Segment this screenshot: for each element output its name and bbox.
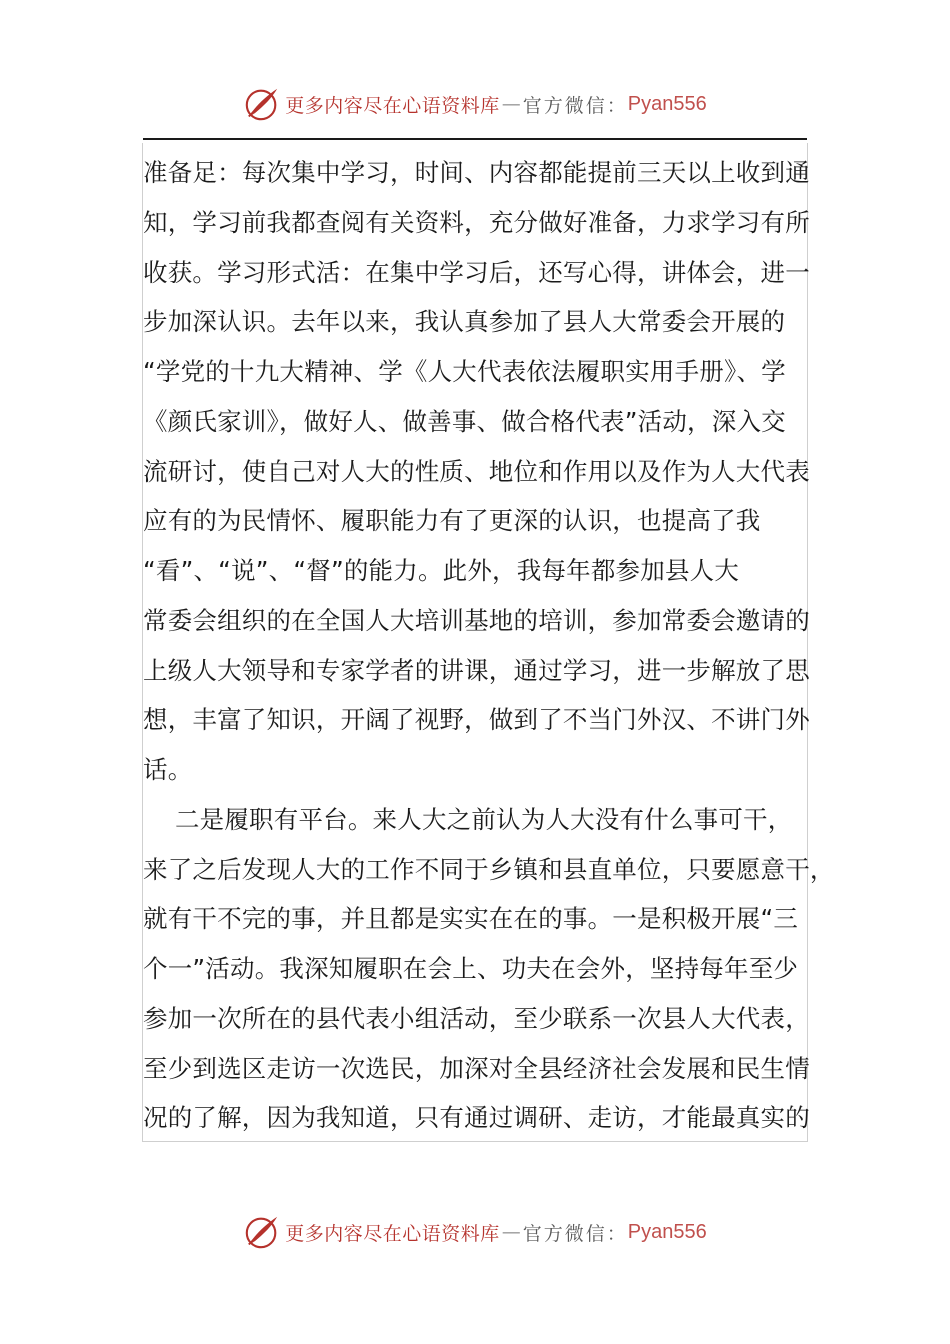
text-line: 准备足：每次集中学习，时间、内容都能提前三天以上收到通 [143, 158, 810, 187]
text-line: 话。 [143, 755, 193, 784]
footer-banner [0, 1212, 950, 1252]
text-line: 步加深认识。去年以来，我认真参加了县人大常委会开展的 [143, 307, 786, 337]
text-line: 参加一次所在的县代表小组活动，至少联系一次县人大代表， [143, 1003, 810, 1033]
text-line: 上级人大领导和专家学者的讲课，通过学习，进一步解放了思 [143, 655, 810, 685]
quill-logo-icon [243, 1213, 281, 1251]
text-line: 来了之后发现人大的工作不同于乡镇和县直单位，只要愿意干， [143, 854, 835, 884]
quill-logo-icon [243, 85, 281, 123]
header-wechat-label: 官方微信： [522, 94, 628, 117]
footer-promo-text: 更多内容尽在心语资料库 [285, 1222, 500, 1245]
text-line: 至少到选区走访一次选民，加深对全县经济社会发展和民生情 [143, 1053, 810, 1083]
header-dash: — [501, 93, 521, 115]
text-line: “学党的十九大精神、学《人大代表依法履职实用手册》、学 [143, 357, 786, 386]
footer-wechat-label: 官方微信： [522, 1222, 628, 1245]
header-rule [143, 138, 807, 140]
header-promo-text: 更多内容尽在心语资料库 [285, 94, 500, 117]
header-banner [0, 84, 950, 124]
footer-wechat-id: Pyan556 [627, 1220, 707, 1243]
text-line: 收获。学习形式活：在集中学习后，还写心得，讲体会，进一 [143, 257, 810, 287]
document-body [143, 148, 843, 1143]
text-line: 流研讨，使自己对人大的性质、地位和作用以及作为人大代表 [143, 456, 810, 486]
text-line: 况的了解，因为我知道，只有通过调研、走访，才能最真实的 [143, 1103, 810, 1133]
text-line: 个一”活动。我深知履职在会上、功夫在会外，坚持每年至少 [143, 954, 799, 983]
text-line: 《颜氏家训》，做好人、做善事、做合格代表”活动，深入交 [143, 406, 786, 436]
header-wechat-id: Pyan556 [627, 92, 707, 115]
text-line: 常委会组织的在全国人大培训基地的培训，参加常委会邀请的 [143, 605, 810, 635]
text-line: “看”、“说”、“督”的能力。此外，我每年都参加县人大 [143, 556, 740, 585]
footer-dash: — [501, 1221, 521, 1243]
paragraph-start-line: 二是履职有平台。来人大之前认为人大没有什么事可干， [143, 804, 793, 834]
text-line: 想，丰富了知识，开阔了视野，做到了不当门外汉、不讲门外 [143, 705, 810, 735]
text-line: 应有的为民情怀、履职能力有了更深的认识，也提高了我 [143, 506, 761, 536]
text-line: 就有干不完的事，并且都是实实在在的事。一是积极开展“三 [143, 904, 799, 934]
text-line: 知，学习前我都查阅有关资料，充分做好准备，力求学习有所 [143, 207, 810, 237]
